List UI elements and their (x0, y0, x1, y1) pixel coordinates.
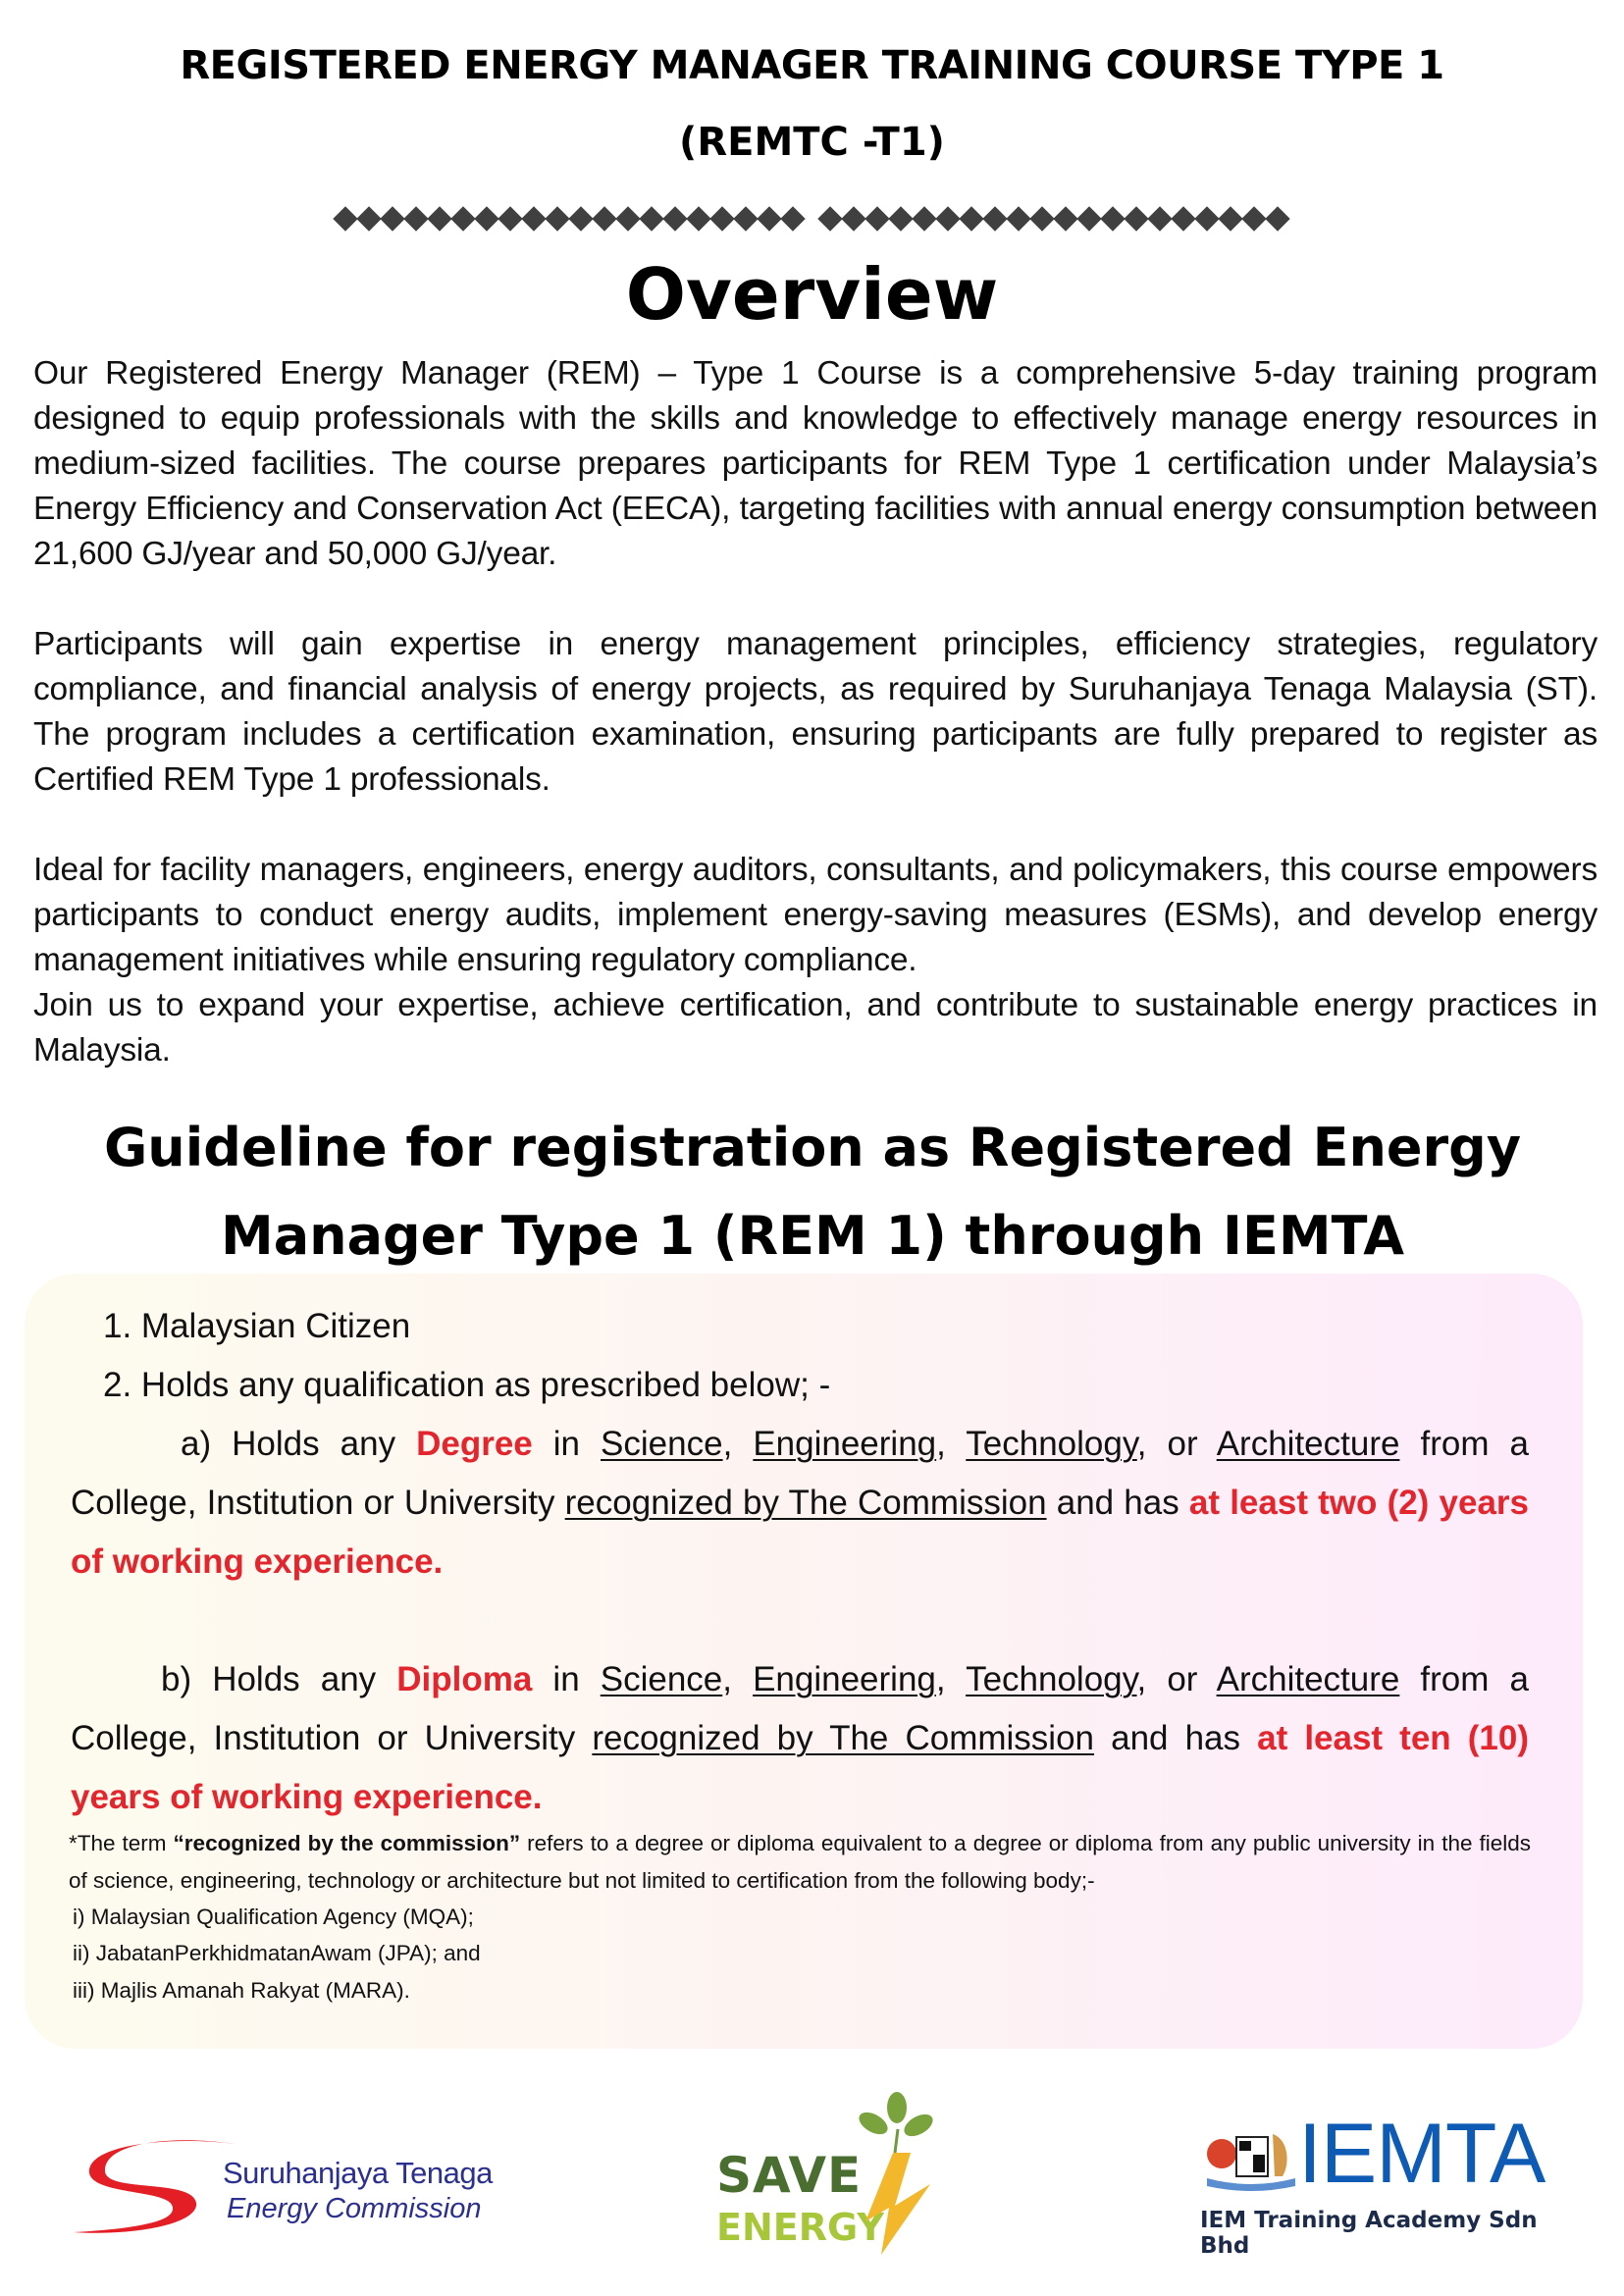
diamond-icon (961, 208, 986, 237)
accrediting-body: ii) JabatanPerkhidmatanAwam (JPA); and (73, 1941, 481, 1965)
diamond-icon (1078, 208, 1104, 237)
diamond-icon (819, 208, 845, 237)
diamond-icon (358, 208, 384, 237)
diamond-icon (476, 208, 501, 237)
diamond-icon (843, 208, 868, 237)
diamond-icon (429, 208, 454, 237)
diamond-icon (547, 208, 572, 237)
energy-text: ENERGY (716, 2206, 884, 2249)
diamond-icon (1102, 208, 1127, 237)
qualification-level: Degree (416, 1425, 533, 1463)
field-engineering: Engineering (753, 1425, 937, 1463)
qualification-level: Diploma (396, 1660, 533, 1698)
diamond-icon (984, 208, 1010, 237)
diamond-icon (735, 208, 760, 237)
st-name: Suruhanjaya Tenaga (223, 2156, 493, 2190)
diamond-icon (1055, 208, 1080, 237)
field-technology: Technology (966, 1425, 1137, 1463)
recognized-by-commission: recognized by The Commission (592, 1719, 1095, 1757)
diamond-icon (1008, 208, 1033, 237)
diamond-icon (937, 208, 963, 237)
diamond-icon (759, 208, 784, 237)
accrediting-body: i) Malaysian Qualification Agency (MQA); (73, 1905, 474, 1929)
diamond-icon (782, 208, 808, 237)
field-science: Science (600, 1660, 723, 1698)
footnote-term: “recognized by the commission” (173, 1831, 521, 1855)
footnote: *The term “recognized by the commission” refers to a degree or diploma equivalent to a degree or diploma from any public university in the fields of science, engineering, technology or architecture but not limited to certification from the following body;- (69, 1831, 1532, 1893)
diamond-icon (570, 208, 596, 237)
iemta-name: IEMTA (1298, 2107, 1545, 2201)
diamond-icon (1267, 208, 1292, 237)
diamond-icon (499, 208, 525, 237)
recognized-by-commission: recognized by The Commission (564, 1484, 1047, 1522)
iemta-tagline: IEM Training Academy Sdn Bhd (1200, 2208, 1538, 2259)
diamond-icon (335, 208, 360, 237)
field-architecture: Architecture (1216, 1425, 1400, 1463)
diamond-icon (1196, 208, 1222, 237)
course-title: REGISTERED ENERGY MANAGER TRAINING COURSE TYPE 1 (180, 43, 1444, 88)
overview-paragraph: Ideal for facility managers, engineers, energy auditors, consultants, and policymakers, this course empowers participants to conduct energy audits, implement energy-saving measures (ESMs), and develop energy management initiatives while ensuring regulatory compliance. (33, 852, 1598, 978)
course-code: (REMTC -T1) (679, 120, 945, 165)
diamond-icon (594, 208, 619, 237)
diamond-icon (1126, 208, 1151, 237)
qualification-degree: a) Holds any Degree in Science, Engineering, Technology, or Architecture from a College, Institution or University recognized by The Commission and has at least two (2) years of working experience. (71, 1425, 1529, 1581)
overview-paragraph: Our Registered Energy Manager (REM) – Type 1 Course is a comprehensive 5-day training program designed to equip professionals with the skills and knowledge to effectively manage energy resources in medium-sized facilities. The course prepares participants for REM Type 1 certification under Malaysia’s Energy Efficiency and Conservation Act (EECA), targeting facilities with annual energy consumption between 21,600 GJ/year and 50,000 GJ/year. (33, 355, 1598, 572)
diamond-icon (382, 208, 407, 237)
field-technology: Technology (966, 1660, 1137, 1698)
lightning-leaf-icon (854, 2090, 942, 2276)
diamond-icon (452, 208, 478, 237)
save-text: SAVE (716, 2147, 863, 2204)
diamond-icon (1173, 208, 1198, 237)
diamond-icon (914, 208, 939, 237)
overview-paragraph: Join us to expand your expertise, achieve certification, and contribute to sustainable energy practices in Malaysia. (33, 987, 1598, 1069)
experience-requirement: at least ten (10) years of working experience. (71, 1719, 1530, 1816)
diamond-icon (1243, 208, 1269, 237)
diamond-icon (664, 208, 690, 237)
save-energy-logo (707, 2090, 932, 2276)
suruhanjaya-tenaga-logo (74, 2134, 525, 2242)
requirement-item: 2. Holds any qualification as prescribed below; - (103, 1366, 831, 1404)
diamond-icon (1220, 208, 1245, 237)
diamond-icon (641, 208, 666, 237)
qualification-diploma: b) Holds any Diploma in Science, Engineering, Technology, or Architecture from a College, Institution or University recognized by The Commission and has at least ten (10) years of working experience. (71, 1660, 1530, 1816)
diamond-icon (711, 208, 737, 237)
experience-requirement: at least two (2) years of working experience. (71, 1484, 1529, 1581)
field-architecture: Architecture (1216, 1660, 1400, 1698)
requirement-item: 1. Malaysian Citizen (103, 1307, 411, 1345)
coat-of-arms-icon (1202, 2119, 1300, 2193)
accrediting-body: iii) Majlis Amanah Rakyat (MARA). (73, 1978, 410, 2003)
diamond-icon (617, 208, 643, 237)
field-science: Science (601, 1425, 723, 1463)
diamond-divider-icon (0, 208, 1624, 243)
diamond-icon (688, 208, 713, 237)
diamond-icon (405, 208, 431, 237)
diamond-icon (866, 208, 892, 237)
overview-paragraph: Participants will gain expertise in energy management principles, efficiency strategies, regulatory compliance, and financial analysis of energy projects, as required by Suruhanjaya Tenaga Malaysia (ST). The program includes a certification examination, ensuring participants are fully prepared to register as Certified REM Type 1 professionals. (33, 626, 1598, 798)
guideline-heading: Guideline for registration as Registered Energy Manager Type 1 (REM 1) through IEMTA (103, 1117, 1522, 1267)
diamond-icon (1031, 208, 1057, 237)
diamond-icon (890, 208, 916, 237)
diamond-icon (523, 208, 549, 237)
diamond-icon (1149, 208, 1175, 237)
st-subtitle: Energy Commission (227, 2193, 482, 2224)
swoosh-icon (74, 2134, 240, 2242)
field-engineering: Engineering (753, 1660, 936, 1698)
iemta-logo (1192, 2107, 1585, 2259)
section-title-overview: Overview (625, 253, 999, 336)
